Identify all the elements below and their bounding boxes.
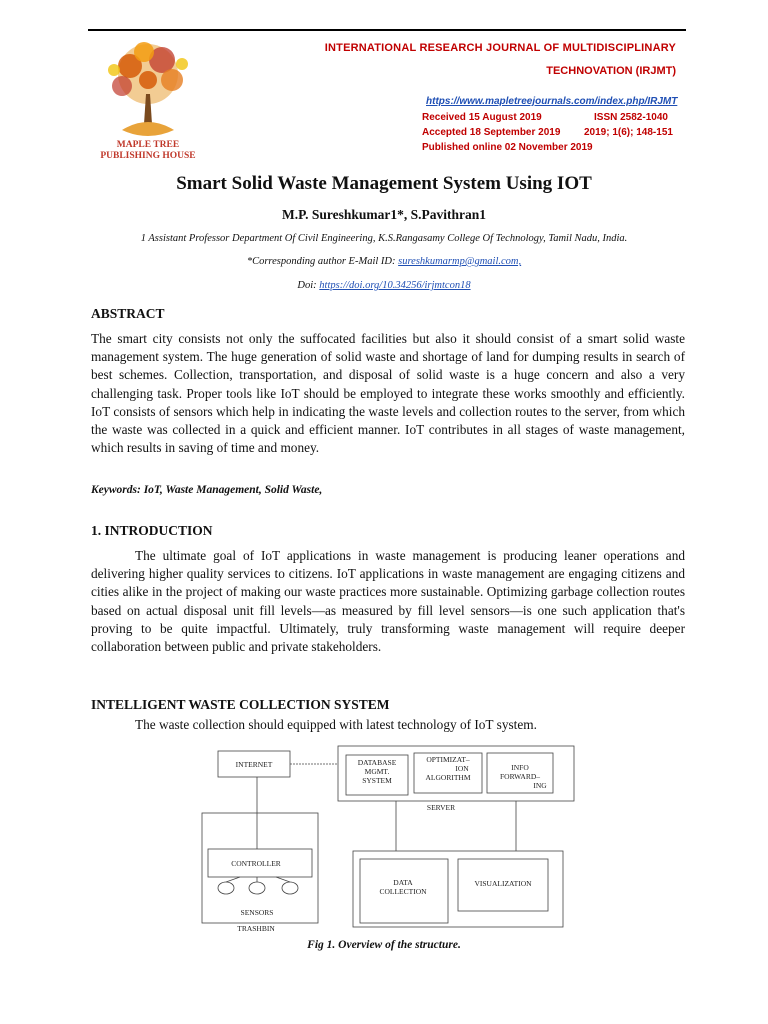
corresponding-label: *Corresponding author E-Mail ID: xyxy=(246,256,396,267)
header-rule xyxy=(88,29,686,31)
published-date: Published online 02 November 2019 xyxy=(422,142,593,153)
doi-link[interactable]: https://doi.org/10.34256/irjmtcon18 xyxy=(319,280,471,291)
issn: ISSN 2582-1040 xyxy=(594,112,668,123)
trashbin-box xyxy=(202,813,318,923)
doi-label: Doi: xyxy=(297,280,317,291)
diagram-info-l1: INFO xyxy=(511,763,529,772)
doi-line xyxy=(0,280,768,291)
diagram-info-l3: ING xyxy=(533,781,547,790)
introduction-heading: 1. INTRODUCTION xyxy=(91,523,213,538)
sensor-node xyxy=(282,882,298,894)
diagram-controller-label: CONTROLLER xyxy=(231,859,281,868)
sensor-connector xyxy=(226,877,240,882)
diagram-data-l2: COLLECTION xyxy=(379,887,427,896)
sensor-node xyxy=(249,882,265,894)
accepted-date: Accepted 18 September 2019 xyxy=(422,127,561,138)
sensor-connector xyxy=(276,877,290,882)
diagram-visualization-label: VISUALIZATION xyxy=(474,879,532,888)
diagram-server-label: SERVER xyxy=(426,803,456,812)
diagram-database-l3: SYSTEM xyxy=(362,776,392,785)
section2-text: The waste collection should equipped with latest technology of IoT system. xyxy=(135,717,537,732)
logo-hands xyxy=(122,122,174,136)
publisher-name xyxy=(92,140,204,162)
affiliation: 1 Assistant Professor Department Of Civil Engineering, K.S.Rangasamy College Of Technology, Tamil Nadu, India. xyxy=(140,233,628,244)
journal-url[interactable]: https://www.mapletreejournals.com/index.php/IRJMT xyxy=(426,96,678,107)
introduction-text: The ultimate goal of IoT applications in waste management is producing leaner operations and delivering higher quality services to citizens. IoT applications in waste management are engaging citizens and cities alike in the project of making our waste practices more sustainable. Optimizing garbage collection routes based on actual disposal unit fill levels—as measured by fill level sensors—is one such application that's proving to be quite impactful. Ultimately, truly transforming waste management will require deeper collaboration between public and private stakeholders. xyxy=(91,548,685,655)
abstract-text: The smart city consists not only the suffocated facilities but also it should consist of a smart solid waste management system. The huge generation of solid waste and shortage of land for dumping results in search of best schemes. Collection, transportation, and disposal of solid waste is a huge concern and also a very challenging task. Proper tools like IoT should be employed to integrate these works smoothly and efficiently. IoT consists of sensors which help in indicating the waste levels and collection routes to the server, from which the waste was collected in a quick and efficient manner. IoT contributes in all stages of waste management, which results in saving of time and money. xyxy=(91,331,685,456)
paper-authors: M.P. Sureshkumar1*, S.Pavithran1 xyxy=(281,207,487,222)
paper-title: Smart Solid Waste Management System Using IOT xyxy=(176,173,592,194)
diagram-optim-l1: OPTIMIZAT– xyxy=(426,755,470,764)
diagram-trashbin-label: TRASHBIN xyxy=(237,924,275,933)
publisher-line2: PUBLISHING HOUSE xyxy=(100,151,196,161)
diagram-optim-l2: ION xyxy=(455,764,469,773)
structure-diagram xyxy=(200,743,580,933)
journal-name-line1: INTERNATIONAL RESEARCH JOURNAL OF MULTIDISCIPLINARY xyxy=(324,42,676,54)
diagram-info-l2: FORWARD– xyxy=(499,772,541,781)
abstract-heading: ABSTRACT xyxy=(91,306,165,321)
publisher-line1: MAPLE TREE xyxy=(116,140,180,150)
volume-info: 2019; 1(6); 148-151 xyxy=(584,127,673,138)
keywords: Keywords: IoT, Waste Management, Solid Waste, xyxy=(91,484,323,496)
figure-caption: Fig 1. Overview of the structure. xyxy=(307,939,461,951)
section2-heading: INTELLIGENT WASTE COLLECTION SYSTEM xyxy=(91,697,390,712)
corresponding-author xyxy=(0,256,768,267)
diagram-sensors-label: SENSORS xyxy=(240,908,274,917)
received-date: Received 15 August 2019 xyxy=(422,112,542,123)
diagram-database-l2: MGMT. xyxy=(364,767,390,776)
diagram-internet-label: INTERNET xyxy=(235,760,273,769)
corresponding-email-link[interactable]: sureshkumarmp@gmail.com, xyxy=(398,256,522,267)
diagram-optim-l3: ALGORITHM xyxy=(425,773,471,782)
sensor-node xyxy=(218,882,234,894)
journal-name-line2: TECHNOVATION (IRJMT) xyxy=(546,65,676,77)
diagram-database-l1: DATABASE xyxy=(357,758,397,767)
diagram-data-l1: DATA xyxy=(393,878,413,887)
